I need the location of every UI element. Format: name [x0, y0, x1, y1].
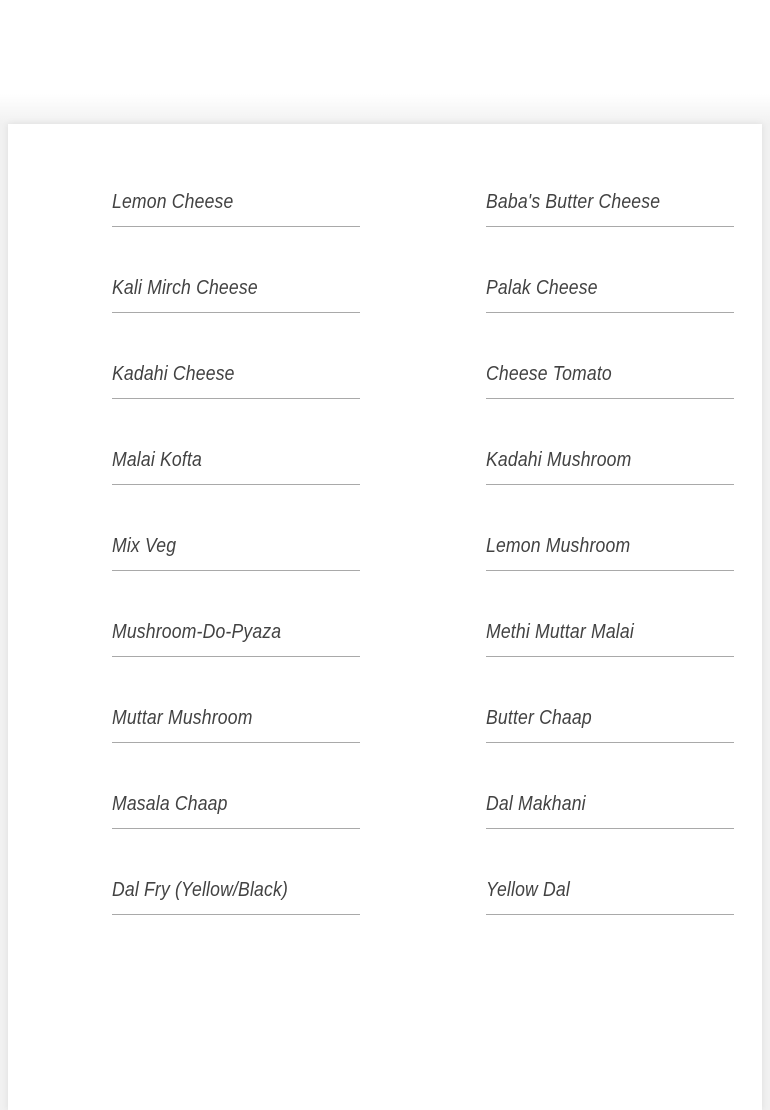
- menu-item: [486, 621, 734, 657]
- menu-item-name: Mix Veg: [112, 535, 177, 557]
- menu-item-name: Mushroom-Do-Pyaza: [112, 621, 282, 643]
- menu-item-name: Dal Makhani: [486, 793, 586, 815]
- menu-item: [486, 793, 734, 829]
- menu-item: [112, 363, 360, 399]
- menu-item: [486, 535, 734, 571]
- menu-list: [8, 124, 762, 955]
- menu-item: [486, 707, 734, 743]
- menu-item-name: Kali Mirch Cheese: [112, 277, 258, 299]
- menu-item-name: Baba's Butter Cheese: [486, 191, 661, 213]
- menu-item-name: Lemon Mushroom: [486, 535, 631, 557]
- menu-item-name: Malai Kofta: [112, 449, 202, 471]
- menu-item-name: Muttar Mushroom: [112, 707, 253, 729]
- menu-item-name: Cheese Tomato: [486, 363, 612, 385]
- menu-item: [486, 363, 734, 399]
- menu-item-name: Kadahi Mushroom: [486, 449, 632, 471]
- menu-item-name: Palak Cheese: [486, 277, 598, 299]
- menu-item-name: Butter Chaap: [486, 707, 592, 729]
- menu-item-name: Kadahi Cheese: [112, 363, 235, 385]
- menu-item: [112, 191, 360, 227]
- menu-item: [112, 879, 360, 915]
- menu-card: [8, 124, 762, 1110]
- menu-item: [112, 277, 360, 313]
- menu-item-name: Masala Chaap: [112, 793, 228, 815]
- menu-column-right: [486, 191, 734, 915]
- menu-item: [112, 449, 360, 485]
- menu-item: [112, 621, 360, 657]
- menu-item: [486, 277, 734, 313]
- menu-item-name: Methi Muttar Malai: [486, 621, 634, 643]
- menu-item: [486, 191, 734, 227]
- menu-item: [486, 449, 734, 485]
- menu-item-name: Lemon Cheese: [112, 191, 234, 213]
- menu-item: [486, 879, 734, 915]
- menu-item: [112, 793, 360, 829]
- menu-item-name: Dal Fry (Yellow/Black): [112, 879, 288, 901]
- menu-item-name: Yellow Dal: [486, 879, 570, 901]
- menu-item: [112, 707, 360, 743]
- menu-item: [112, 535, 360, 571]
- menu-column-left: [112, 191, 360, 915]
